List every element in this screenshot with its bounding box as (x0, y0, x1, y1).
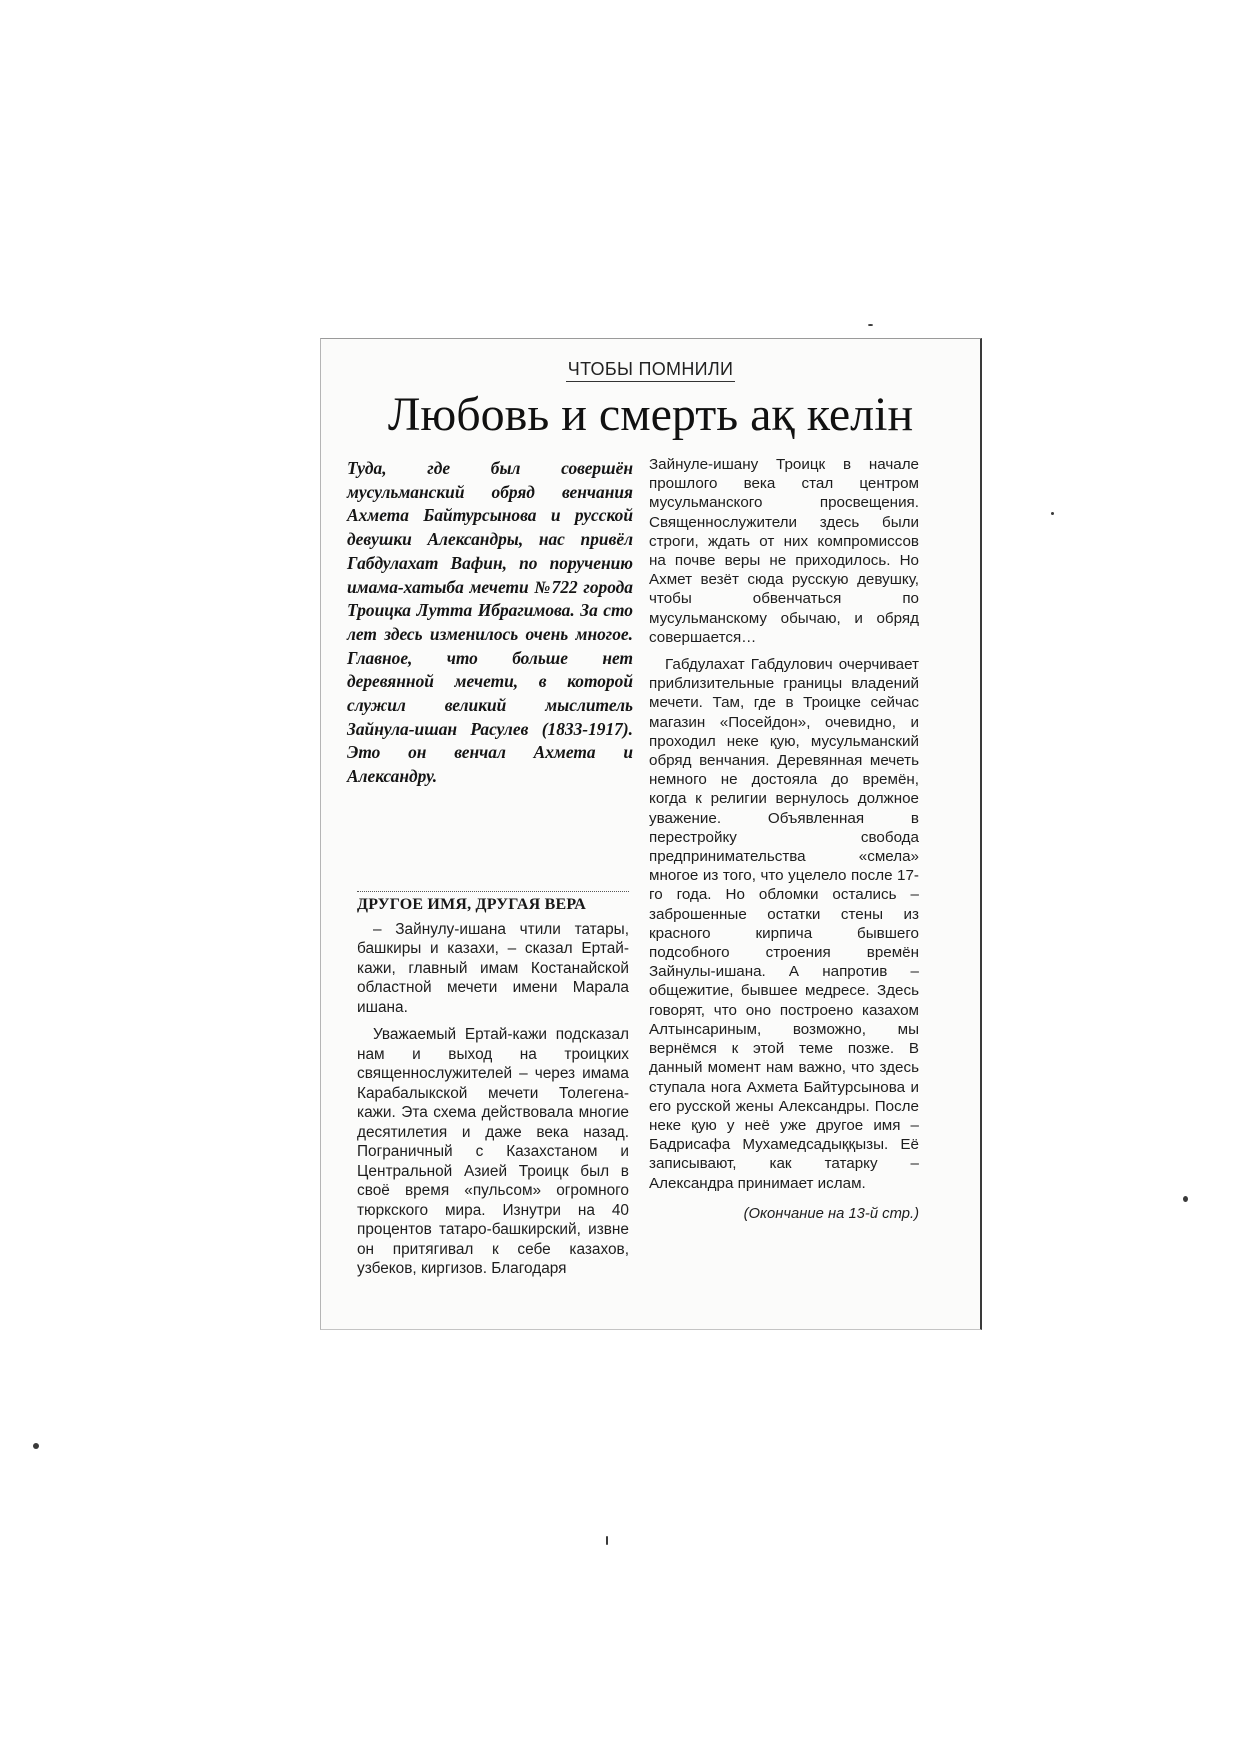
article-lead: Туда, где был совершён мусульманский обряд венчания Ахмета Байтурсынова и русской девушки Александры, нас привёл Габдулахат Вафин, по поручению имама-хатыба мечети №722 города Троицка Лутта Ибрагимова. За сто лет здесь изменилось очень многое. Главное, что больше нет деревянной мечети, в которой служил великий мыслитель Зайнула-ишан Расулев (1833-1917). Это он венчал Ахмета и Александру. (347, 458, 633, 787)
body-paragraph: Габдулахат Габдулович очерчивает приблизительные границы владений мечети. Там, где в Троицке сейчас магазин «Посейдон», очевидно, и проходил неке қую, мусульманский обряд венчания. Деревянная мечеть немного не достояла до времён, когда к религии вернулось должное уважение. Объявленная в перестройку свобода предпринимательства «смела» многое из того, что уцелело после 17-го года. Но обломки остались – заброшенные остатки стены из красного кирпича бывшего подсобного строения времён Зайнулы-ишана. А напротив – общежитие, бывшее медресе. Здесь говорят, что оно построено казахом Алтынсариным, возможно, мы вернёмся к этой теме позже. В данный момент нам важно, что здесь ступала нога Ахмета Байтурсынова и его русской жены Александры. После неке қую у неё уже другое имя – Бадрисафа Мухамедсадыққызы. Её записывают, как татарку – Александра принимает ислам. (649, 656, 919, 1192)
body-paragraph: Зайнуле-ишану Троицк в начале прошлого века стал центром мусульманского просвещения. Священнослужители здесь были строги, ждать от них компромиссов на почве веры не приходилось. Но Ахмет везёт сюда русскую девушку, чтобы обвенчаться по мусульманскому обычаю, и обряд совершается… (649, 456, 919, 646)
scan-speck (33, 1443, 39, 1449)
section-subheading: ДРУГОЕ ИМЯ, ДРУГАЯ ВЕРА (357, 891, 629, 915)
section-rubric (321, 359, 980, 380)
newspaper-clipping (320, 338, 982, 1330)
left-column (357, 891, 629, 1287)
scan-speck (1051, 512, 1054, 515)
body-paragraph: – Зайнулу-ишана чтили татары, башкиры и казахи, – сказал Ертай-кажи, главный имам Костанайской областной мечети имени Марала ишана. (357, 920, 629, 1016)
scan-speck (1183, 1196, 1188, 1202)
section-rubric-text: ЧТОБЫ ПОМНИЛИ (566, 359, 735, 382)
right-column (649, 455, 919, 1232)
scan-speck (868, 324, 873, 326)
article-headline: Любовь и смерть ақ келін (387, 388, 914, 441)
scan-speck (606, 1536, 608, 1545)
continuation-note: (Окончание на 13-й стр.) (743, 1205, 919, 1222)
body-paragraph: Уважаемый Ертай-кажи подсказал нам и выход на троицких священнослужителей – через имама Карабалыкской мечети Толегена-кажи. Эта схема действовала многие десятилетия и даже века назад. Пограничный с Казахстаном и Центральной Азией Троицк был в своё время «пульсом» огромного тюркского мира. Изнутри на 40 процентов татаро-башкирский, извне он притягивал к себе казахов, узбеков, киргизов. Благодаря (357, 1026, 629, 1277)
